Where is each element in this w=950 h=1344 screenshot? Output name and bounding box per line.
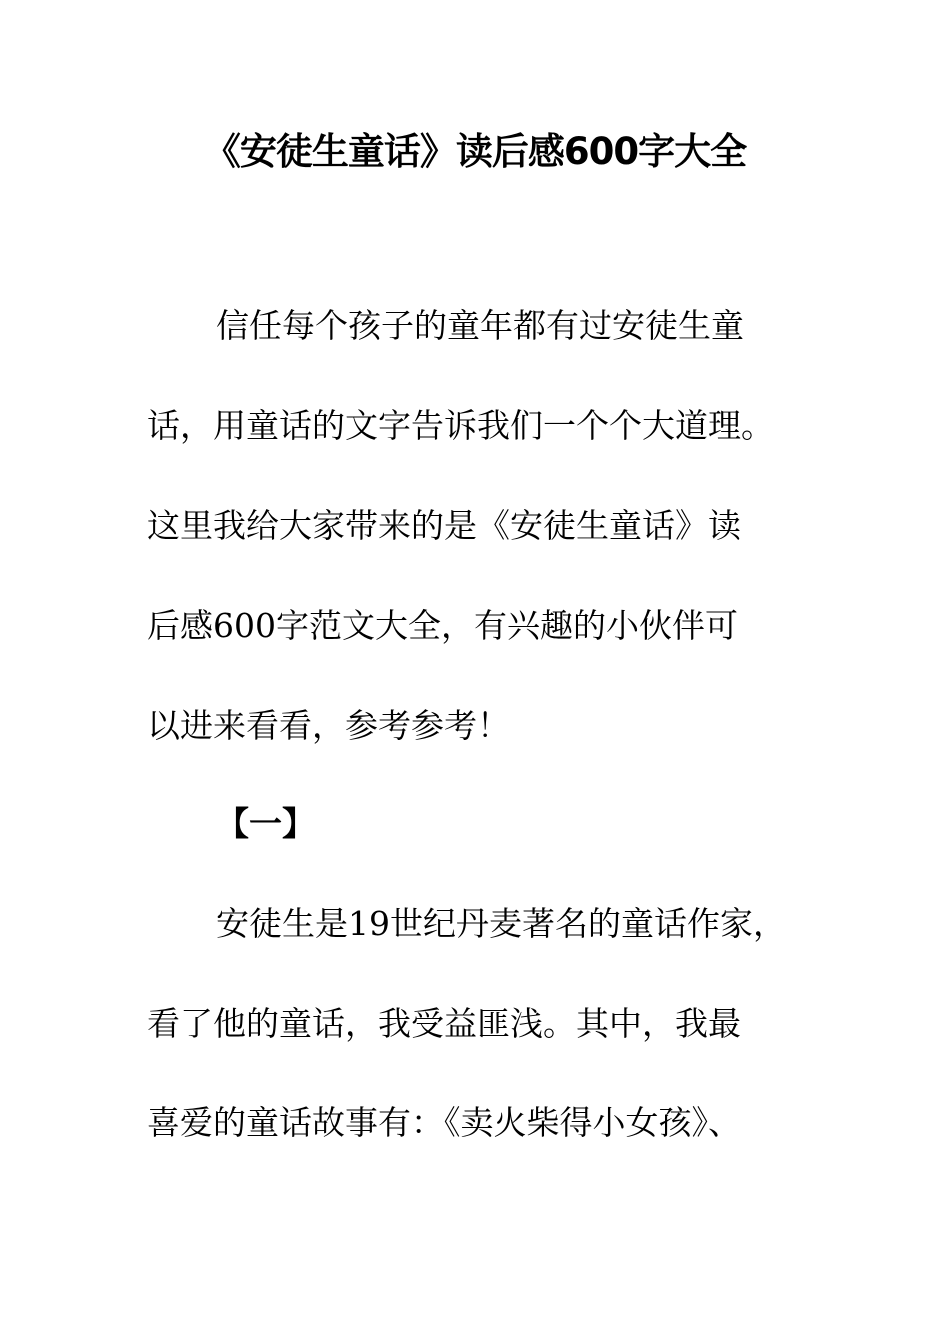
paragraph-line: 信任每个孩子的童年都有过安徒生童 [216, 306, 744, 345]
paragraph-line: 喜爱的童话故事有：《卖火柴得小女孩》、 [147, 1103, 741, 1142]
paragraph-line: 这里我给大家带来的是《安徒生童话》读 [147, 506, 741, 545]
paragraph-line: 话，用童话的文字告诉我们一个个大道理。 [147, 406, 774, 445]
paragraph-line: 后感600字范文大全，有兴趣的小伙伴可 [147, 606, 738, 645]
paragraph-line: 安徒生是19世纪丹麦著名的童话作家， [216, 904, 786, 943]
section-heading: 【一】 [216, 804, 315, 843]
document-title: 《安徒生童话》读后感600字大全 [203, 130, 747, 173]
paragraph-line: 以进来看看，参考参考！ [147, 706, 510, 745]
paragraph-line: 看了他的童话，我受益匪浅。其中，我最 [147, 1004, 741, 1043]
